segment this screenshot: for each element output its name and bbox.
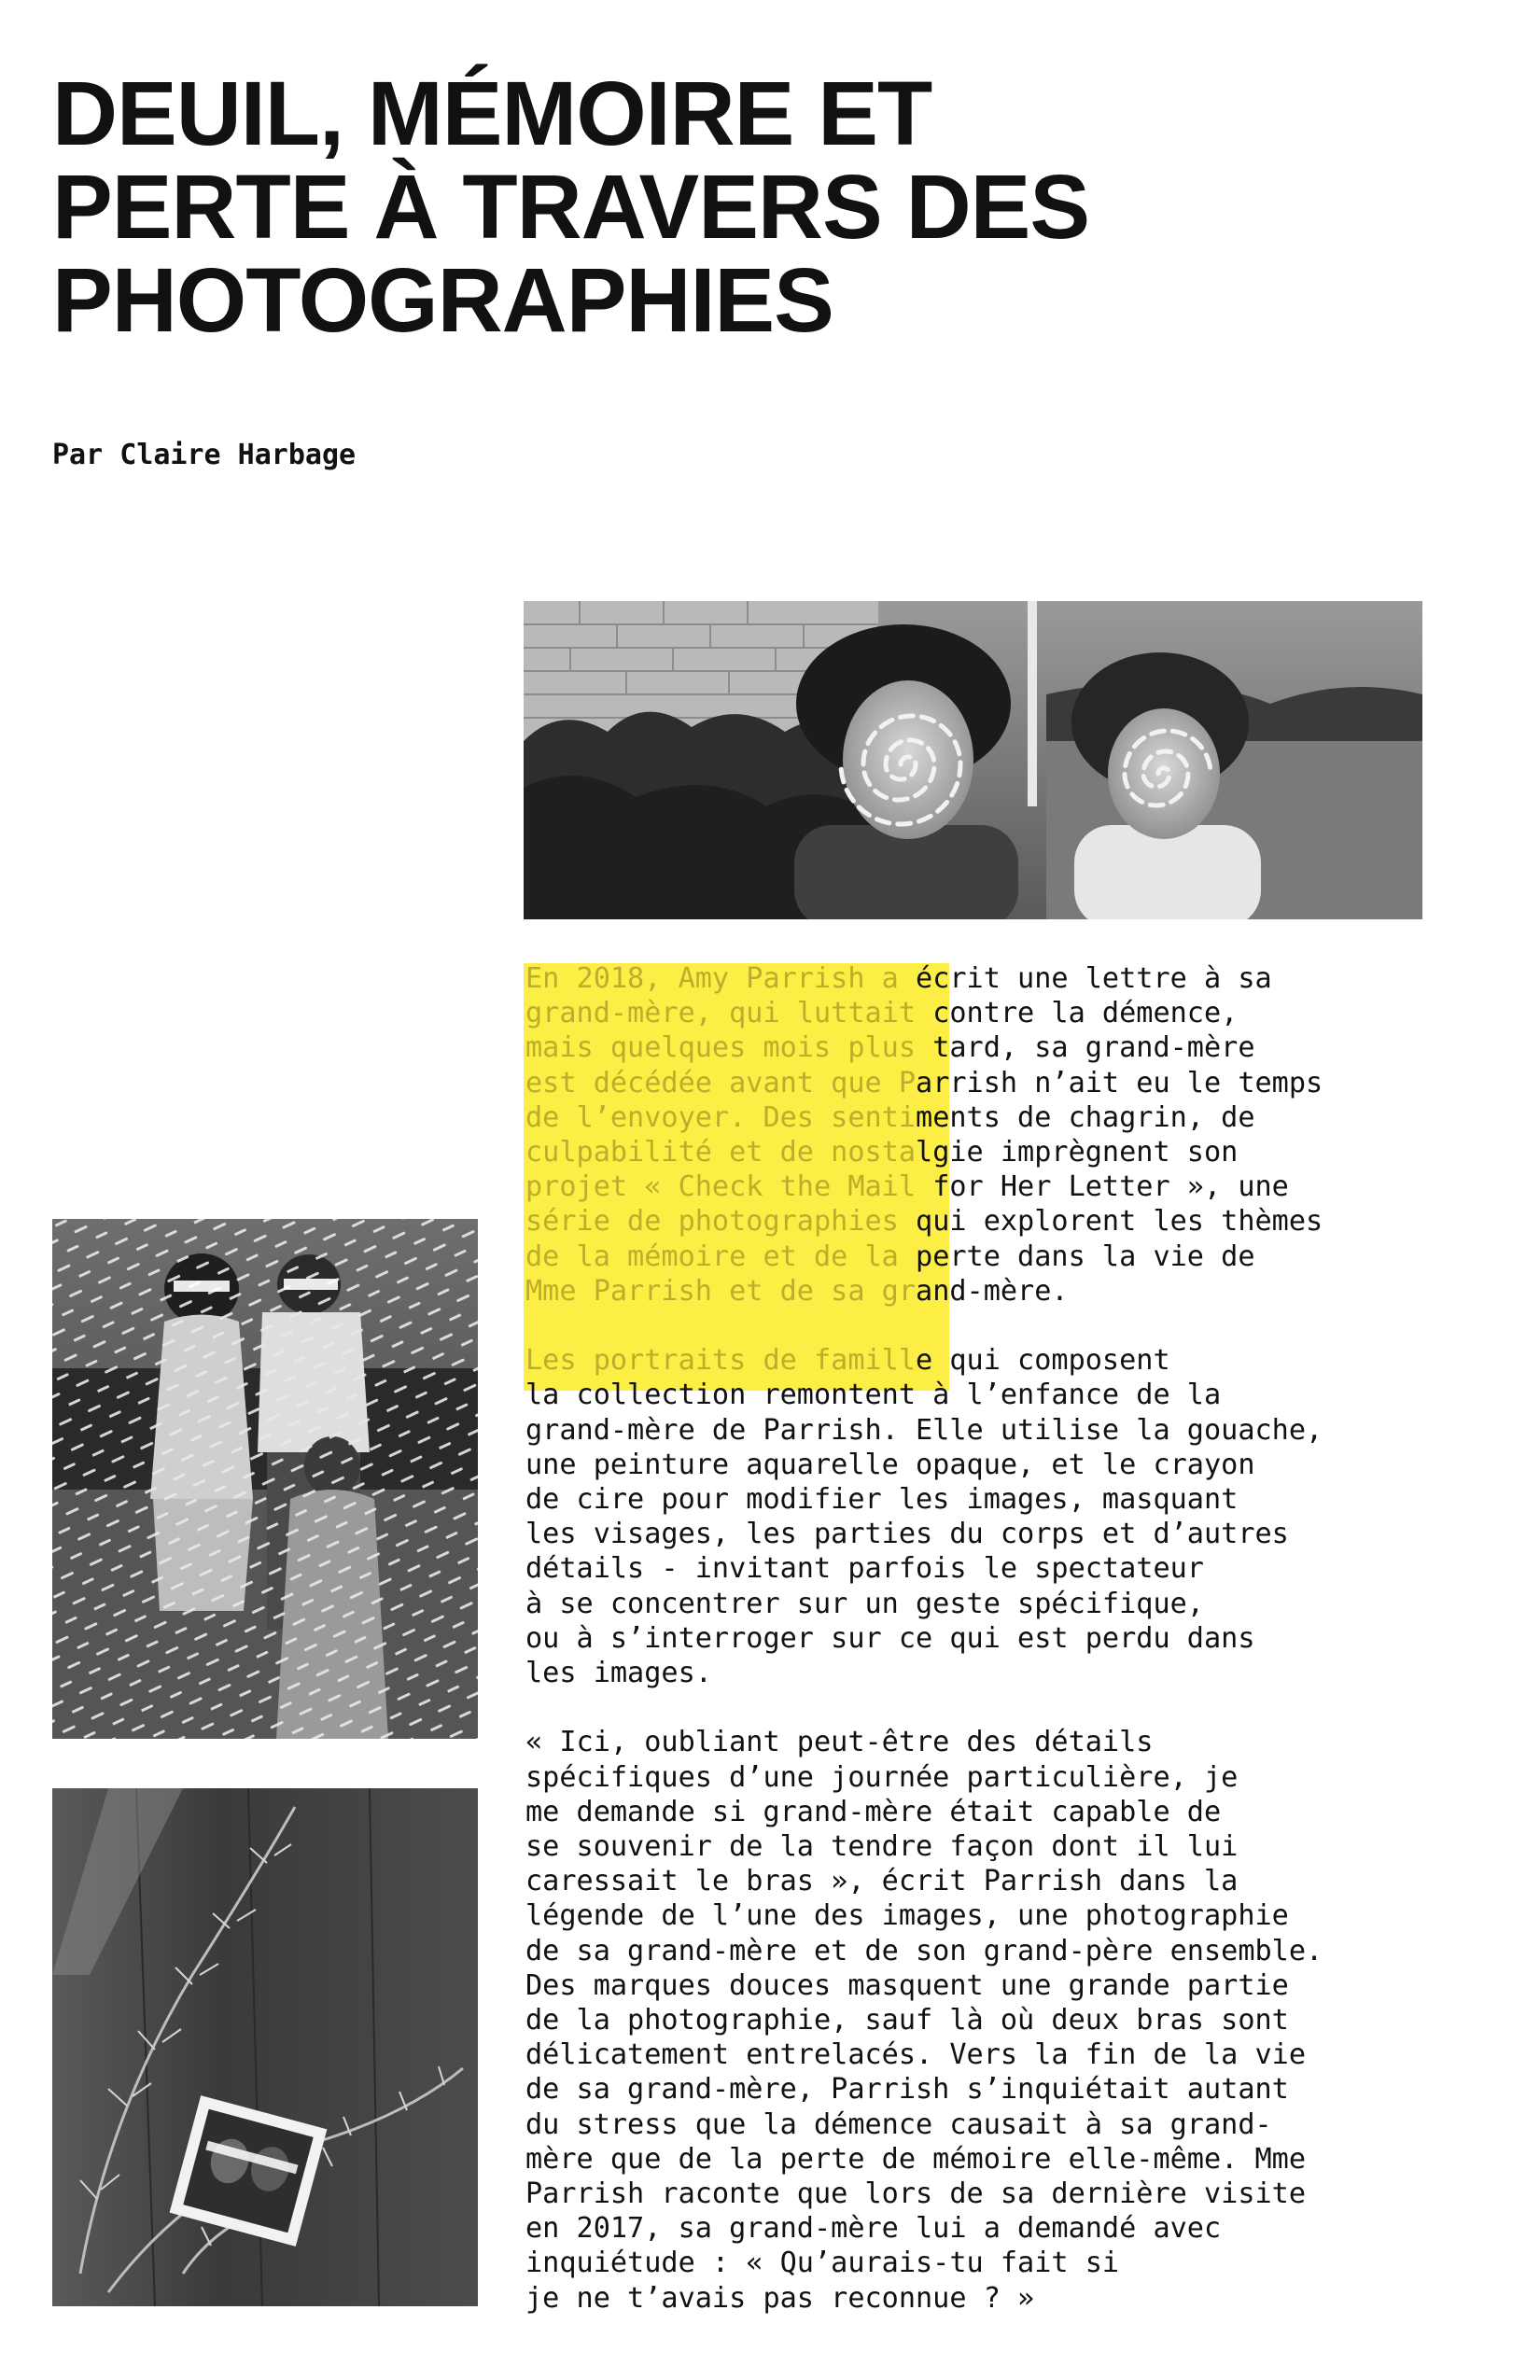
text-line: Les portraits de famille qui composent: [525, 1344, 1170, 1378]
text-line: de l’envoyer. Des sentiments de chagrin, de: [525, 1100, 1255, 1134]
text-line: inquiétude : « Qu’aurais-tu fait si: [525, 2247, 1120, 2280]
text-line: mère que de la perte de mémoire elle-même. Mme: [525, 2142, 1307, 2176]
text-line: spécifiques d’une journée particulière, je: [525, 1760, 1239, 1794]
photo-couple-dash-marks: [52, 1219, 478, 1739]
text-line: de la mémoire et de la perte dans la vie de: [525, 1239, 1255, 1273]
text-line: me demande si grand-mère était capable de: [525, 1795, 1222, 1828]
text-line: délicatement entrelacés. Vers la fin de la vie: [525, 2038, 1307, 2072]
text-line: Des marques douces masquent une grande partie: [525, 1968, 1289, 2002]
text-line: caressait le bras », écrit Parrish dans la: [525, 1865, 1239, 1898]
text-line: la collection remontent à l’enfance de la: [525, 1379, 1222, 1412]
photo-two-women-masked-faces: [524, 601, 1422, 919]
text-line: de cire pour modifier les images, masquant: [525, 1483, 1239, 1517]
text-line: à se concentrer sur un geste spécifique,: [525, 1587, 1204, 1620]
text-line: grand-mère, qui luttait contre la démence,: [525, 997, 1239, 1030]
text-line: détails - invitant parfois le spectateur: [525, 1552, 1204, 1586]
text-line: est décédée avant que Parrish n’ait eu le temps: [525, 1066, 1323, 1099]
text-line: les visages, les parties du corps et d’autres: [525, 1518, 1289, 1551]
text-line: de la photographie, sauf là où deux bras sont: [525, 2004, 1289, 2037]
text-line: les images.: [525, 1657, 712, 1690]
text-line: se souvenir de la tendre façon dont il lui: [525, 1830, 1239, 1864]
paragraph-portraits: [525, 1343, 1459, 1690]
article-body: [525, 961, 1459, 2350]
title-line: DEUIL, MÉMOIRE ET: [52, 63, 932, 164]
byline: Par Claire Harbage: [52, 439, 357, 471]
text-line: En 2018, Amy Parrish a écrit une lettre à sa: [525, 962, 1272, 995]
text-line: Mme Parrish et de sa grand-mère.: [525, 1274, 1069, 1308]
text-line: série de photographies qui explorent les thèmes: [525, 1205, 1323, 1239]
text-line: culpabilité et de nostalgie imprègnent son: [525, 1136, 1239, 1169]
text-line: je ne t’avais pas reconnue ? »: [525, 2281, 1035, 2315]
text-line: de sa grand-mère et de son grand-père ensemble.: [525, 1934, 1323, 1967]
paragraph-quote: [525, 1725, 1459, 2315]
text-line: du stress que la démence causait à sa grand-: [525, 2107, 1272, 2141]
text-line: grand-mère de Parrish. Elle utilise la gouache,: [525, 1413, 1323, 1447]
text-line: de sa grand-mère, Parrish s’inquiétait autant: [525, 2073, 1289, 2107]
paragraph-intro: [525, 961, 1459, 1309]
photo-rosemary-framed-photo: [52, 1788, 478, 2306]
text-line: « Ici, oubliant peut-être des détails: [525, 1726, 1154, 1759]
text-line: ou à s’interroger sur ce qui est perdu dans: [525, 1621, 1255, 1655]
text-line: légende de l’une des images, une photographie: [525, 1899, 1289, 1933]
text-line: Parrish raconte que lors de sa dernière visite: [525, 2177, 1307, 2211]
text-line: projet « Check the Mail for Her Letter », une: [525, 1170, 1289, 1204]
article-title: [52, 63, 1508, 351]
text-line: mais quelques mois plus tard, sa grand-mère: [525, 1031, 1255, 1065]
text-line: en 2017, sa grand-mère lui a demandé avec: [525, 2212, 1222, 2246]
title-line: PERTE À TRAVERS DES: [52, 156, 1090, 258]
title-line: PHOTOGRAPHIES: [52, 249, 833, 351]
text-line: une peinture aquarelle opaque, et le crayon: [525, 1448, 1255, 1481]
